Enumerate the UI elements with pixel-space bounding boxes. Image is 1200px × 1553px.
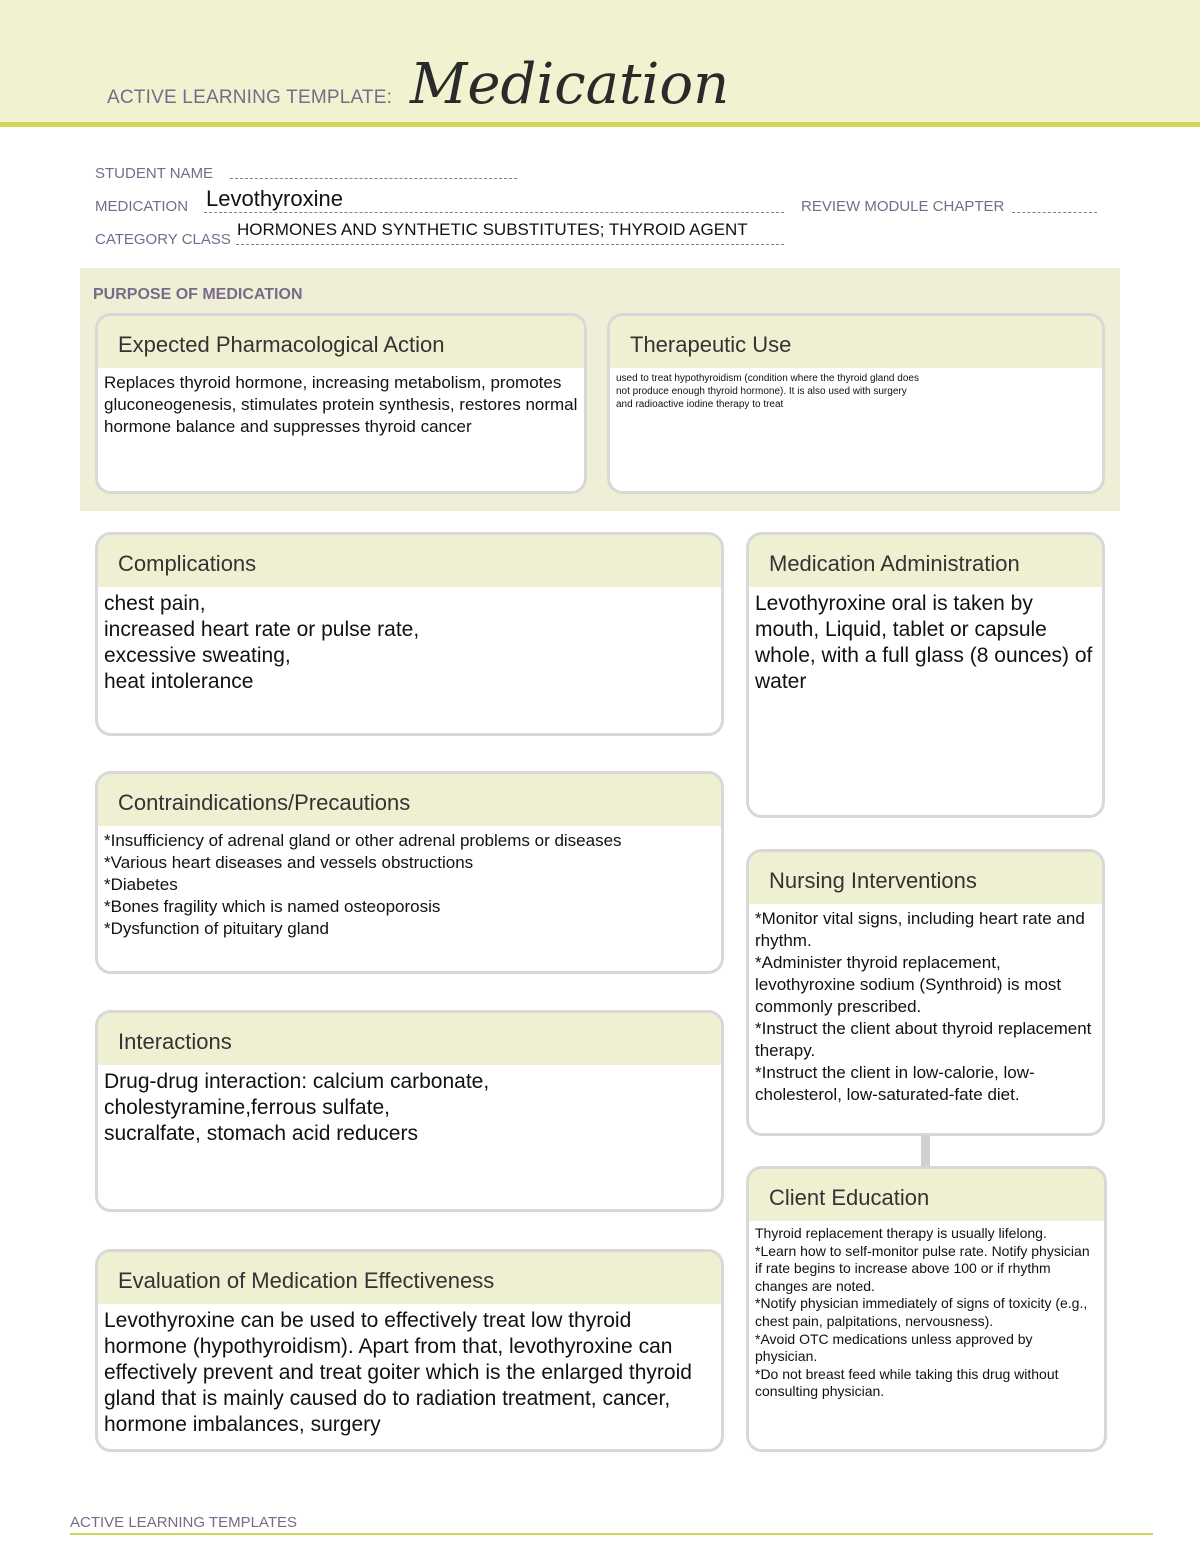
- therapeutic-use-box: [607, 313, 1105, 494]
- complications-box: [95, 532, 724, 736]
- box-body[interactable]: *Monitor vital signs, including heart rate and rhythm. *Administer thyroid replacement, levothyroxine sodium (Synthroid) is most commonly prescribed. *Instruct the client about thyroid replacement therapy. *Instruct the client in low-calorie, low-cholesterol, low-saturated-fate diet.: [755, 909, 1092, 1104]
- box-title: Medication Administration: [749, 535, 1102, 587]
- student-name-label: STUDENT NAME: [95, 165, 214, 182]
- connector: [921, 1135, 930, 1167]
- box-body[interactable]: Replaces thyroid hormone, increasing metabolism, promotes gluconeogenesis, stimulates protein synthesis, restores normal hormone balance and suppresses thyroid cancer: [104, 373, 578, 436]
- purpose-heading: PURPOSE OF MEDICATION: [93, 286, 303, 303]
- template-label: ACTIVE LEARNING TEMPLATE:: [107, 87, 393, 108]
- box-title: Client Education: [749, 1169, 1104, 1221]
- category-label: CATEGORY CLASS: [95, 231, 231, 248]
- box-body[interactable]: used to treat hypothyroidism (condition where the thyroid gland does not produce enough thyroid hormone). It is also used with surgery and radioactive iodine therapy to treat: [616, 373, 919, 410]
- box-title: Therapeutic Use: [610, 316, 1102, 368]
- footer-text: ACTIVE LEARNING TEMPLATES: [70, 1514, 297, 1531]
- expected-action-box: [95, 313, 587, 494]
- header-band: [0, 0, 1200, 127]
- medication-field-line: [204, 212, 784, 213]
- box-body[interactable]: Thyroid replacement therapy is usually lifelong. *Learn how to self-monitor pulse rate. Notify physician if rate begins to increase above 100 or if rhythm changes are noted. *Notify physician immediately of signs of toxicity (e.g., chest pain, palpitations, nervousness). *Avoid OTC medications unless approved by physician. *Do not breast feed while taking this drug without consulting physician.: [755, 1225, 1090, 1400]
- medication-value[interactable]: Levothyroxine: [206, 186, 343, 211]
- review-module-field[interactable]: [1012, 212, 1097, 213]
- evaluation-box: [95, 1249, 724, 1452]
- interactions-box: [95, 1010, 724, 1212]
- box-title: Interactions: [98, 1013, 721, 1065]
- box-title: Expected Pharmacological Action: [98, 316, 584, 368]
- box-body[interactable]: Drug-drug interaction: calcium carbonate, cholestyramine,ferrous sulfate, sucralfate, stomach acid reducers: [104, 1070, 490, 1145]
- page-title: Medication: [410, 52, 730, 117]
- box-title: Evaluation of Medication Effectiveness: [98, 1252, 721, 1304]
- box-body[interactable]: *Insufficiency of adrenal gland or other adrenal problems or diseases *Various heart diseases and vessels obstructions *Diabetes *Bones fragility which is named osteoporosis *Dysfunction of pituitary gland: [104, 831, 622, 938]
- box-title: Nursing Interventions: [749, 852, 1102, 904]
- medication-label: MEDICATION: [95, 198, 189, 215]
- review-module-label: REVIEW MODULE CHAPTER: [801, 198, 1005, 215]
- box-body[interactable]: Levothyroxine oral is taken by mouth, Liquid, tablet or capsule whole, with a full glass (8 ounces) of water: [755, 592, 1093, 693]
- box-body[interactable]: chest pain, increased heart rate or pulse rate, excessive sweating, heat intolerance: [104, 592, 420, 693]
- footer-line: [70, 1533, 1153, 1535]
- category-value[interactable]: HORMONES AND SYNTHETIC SUBSTITUTES; THYROID AGENT: [237, 220, 748, 239]
- client-education-box: [746, 1166, 1107, 1452]
- box-body[interactable]: Levothyroxine can be used to effectively treat low thyroid hormone (hypothyroidism). Apart from that, levothyroxine can effectively prevent and treat goiter which is the enlarged thyroid gland that is mainly caused do to radiation treatment, cancer, hormone imbalances, surgery: [104, 1309, 692, 1436]
- box-title: Contraindications/Precautions: [98, 774, 721, 826]
- category-field-line: [236, 244, 784, 245]
- box-title: Complications: [98, 535, 721, 587]
- contraindications-box: [95, 771, 724, 974]
- medication-administration-box: [746, 532, 1105, 818]
- nursing-interventions-box: [746, 849, 1105, 1136]
- student-name-field[interactable]: [230, 178, 517, 179]
